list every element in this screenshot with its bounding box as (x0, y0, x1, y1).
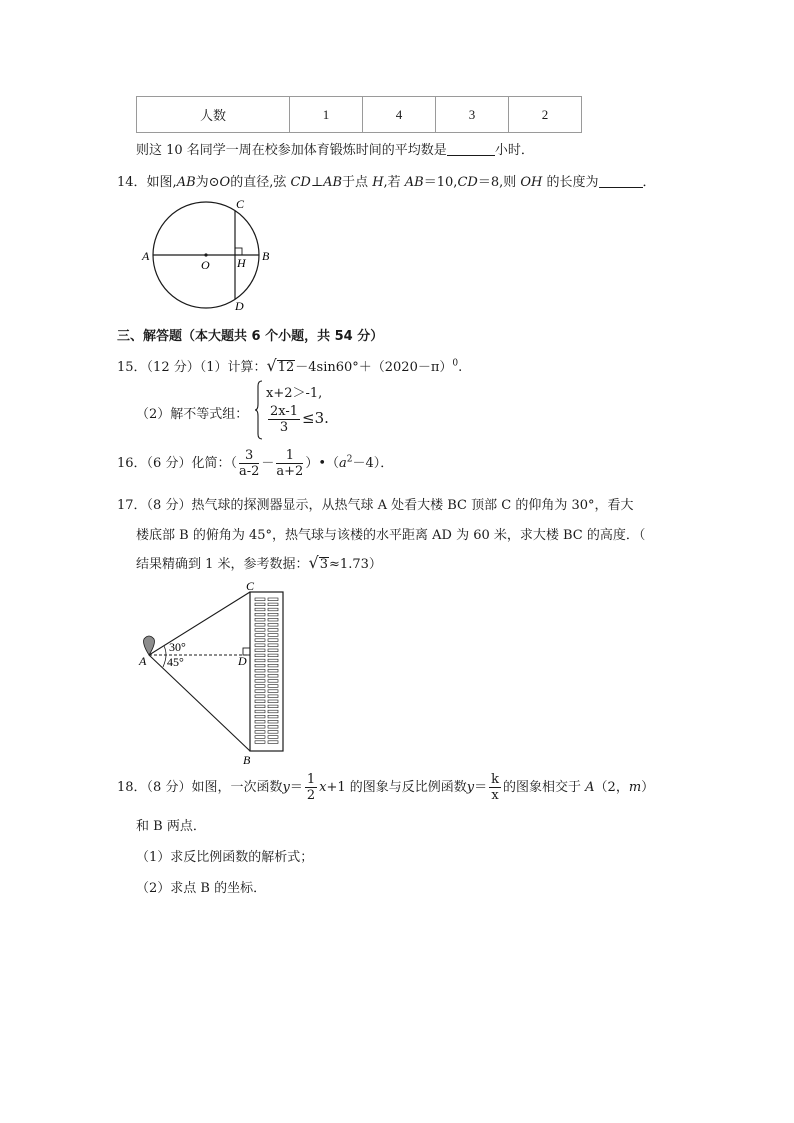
question-17-line1: 17．（8 分）热气球的探测器显示，从热气球 A 处看大楼 BC 顶部 C 的仰角为 30°，看大 (117, 498, 634, 513)
frequency-table (136, 96, 582, 133)
label-o: O (201, 258, 210, 272)
label-c: C (246, 579, 255, 593)
right-angle-mark (235, 248, 242, 255)
angle-arc-down (163, 655, 166, 667)
question-18-line2: 和 B 两点． (136, 819, 206, 834)
question-18-part2: （2）求点 B 的坐标． (136, 881, 267, 896)
label-a: A (139, 654, 147, 668)
angle-label-45: 45° (167, 655, 184, 669)
question-15-part1: 15．（12 分）（1）计算：$√12-4\sin 60^\circ+(2020-\pi)^0$. (117, 356, 463, 375)
label-c: C (236, 197, 245, 211)
question-17-line2: 楼底部 B 的俯角为 45°，热气球与该楼的水平距离 AD 为 60 米，求大楼 BC 的高度．（ (136, 528, 646, 543)
table-row-label: 人数 (137, 97, 290, 133)
label-a: A (142, 249, 150, 263)
table-row (137, 97, 582, 133)
question-17-line3: 结果精确到 1 米，参考数据：√3≈1.73） (136, 553, 382, 572)
question-18-line1: 18．（8 分）如图，一次函数y＝ $\frac{1}{2}$ x+1 的图象与反比例函数y＝ $\frac{k}{x}$ 的图象相交于 A（2，m） (117, 772, 655, 803)
line-ac (149, 592, 250, 655)
inequality-1: x+2＞-1, (266, 386, 323, 401)
angle-arc-up (164, 646, 166, 655)
answer-blank (599, 175, 643, 188)
question-14-text: 14．如图,AB为⊙O的直径,弦 CD⊥AB于点 H,若 AB＝10,CD＝8,则 OH 的长度为 ． (117, 175, 656, 190)
label-d: D (235, 299, 244, 313)
inequality-2: $\frac{2x-1}{3}$ ≤3. (270, 404, 329, 435)
table-cell: 2 (509, 97, 582, 133)
answer-blank (447, 143, 495, 156)
label-b: B (243, 753, 251, 767)
table-cell: 1 (290, 97, 363, 133)
balloon-building-figure (136, 578, 296, 768)
question-16-text: 16．（6 分）化简：（ $\frac{3}{a-2}$ － $\frac{1}{a+2}$ ）$•(a^2-4)$． (117, 448, 394, 479)
question-13-text: 则这 10 名同学一周在校参加体育锻炼时间的平均数是 小时． (136, 143, 534, 158)
question-15-part2-label: （2）解不等式组： (136, 407, 249, 422)
label-b: B (262, 249, 270, 263)
question-18-part1: （1）求反比例函数的解析式； (136, 850, 314, 865)
label-h: H (237, 256, 246, 270)
label-d: D (238, 654, 247, 668)
circle-figure (138, 195, 278, 313)
table-cell: 4 (363, 97, 436, 133)
brace-icon (255, 380, 263, 440)
line-ab (149, 655, 250, 751)
table-cell: 3 (436, 97, 509, 133)
angle-label-30: 30° (169, 640, 186, 654)
section-title: 三、解答题（本大题共 6 个小题，共 54 分） (117, 329, 384, 344)
center-point (204, 253, 207, 256)
